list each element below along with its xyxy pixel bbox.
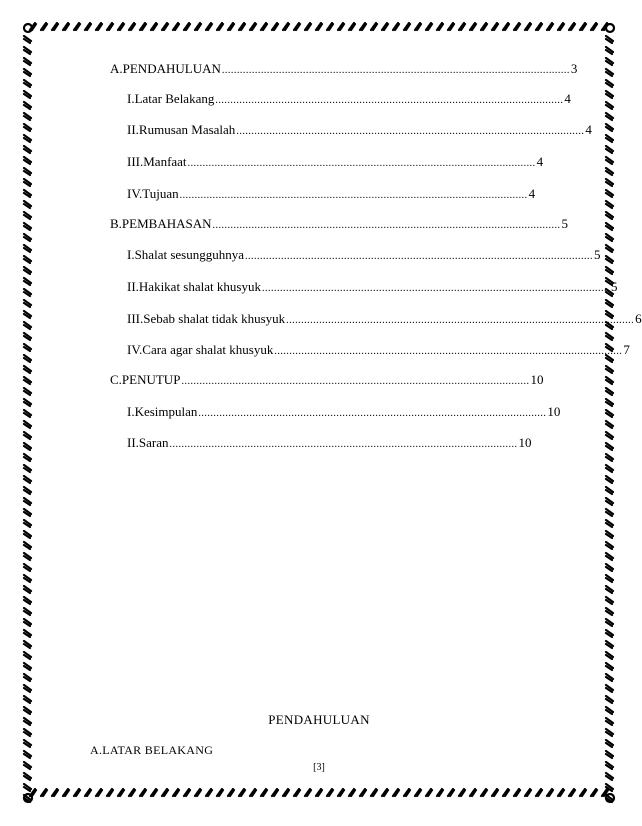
subsection-heading: A.LATAR BELAKANG — [90, 743, 214, 757]
toc-entry-page: 10 — [530, 372, 544, 387]
toc-entry-label: II.Hakikat shalat khusyuk — [127, 279, 261, 294]
toc-entry[interactable] — [127, 122, 592, 138]
toc-entry-label: II.Rumusan Masalah — [127, 122, 236, 137]
toc-entry-page: 4 — [585, 122, 592, 137]
toc-entry[interactable] — [127, 435, 532, 451]
toc-entry[interactable] — [110, 61, 578, 77]
toc-entry[interactable] — [127, 404, 561, 420]
toc-leader-dots: .................................................................................................................... — [181, 376, 530, 387]
toc-entry-label: IV.Cara agar shalat khusyuk — [127, 342, 274, 357]
toc-entry-page: 10 — [547, 404, 561, 419]
toc-entry[interactable] — [127, 247, 601, 263]
toc-entry-page: 5 — [561, 216, 568, 231]
toc-entry-label: A.PENDAHULUAN — [110, 61, 221, 76]
section-heading: PENDAHULUAN — [268, 712, 370, 727]
toc-entry-label: II.Saran — [127, 435, 169, 450]
toc-entry[interactable] — [110, 372, 544, 388]
toc-entry-page: 4 — [536, 154, 544, 169]
toc-entry-label: I.Latar Belakang — [127, 91, 215, 106]
toc-leader-dots: .................................................................................................................... — [169, 439, 518, 450]
toc-leader-dots: .................................................................................................................... — [236, 126, 585, 137]
toc-entry[interactable] — [127, 154, 544, 170]
toc-entry-label: C.PENUTUP — [110, 372, 181, 387]
toc-entry-page: 7 — [623, 342, 630, 357]
toc-leader-dots: .................................................................................................................... — [274, 346, 623, 357]
toc-entry[interactable] — [127, 91, 571, 107]
toc-leader-dots: .................................................................................................................... — [179, 190, 528, 201]
toc-entry-label: I.Shalat sesungguhnya — [127, 247, 244, 262]
page-number: [3] — [313, 762, 325, 773]
toc-entry[interactable] — [127, 311, 642, 327]
toc-entry-page: 5 — [610, 279, 618, 294]
toc-leader-dots: .................................................................................................................... — [261, 283, 610, 294]
toc-leader-dots: .................................................................................................................... — [244, 251, 593, 262]
toc-leader-dots: .................................................................................................................... — [215, 95, 564, 106]
toc-entry-page: 3 — [570, 61, 578, 76]
toc-entry-label: III.Sebab shalat tidak khusyuk — [127, 311, 286, 326]
toc-entry-label: IV.Tujuan — [127, 186, 179, 201]
toc-entry-page: 5 — [593, 247, 601, 262]
toc-entry-label: I.Kesimpulan — [127, 404, 198, 419]
toc-leader-dots: .................................................................................................................... — [221, 65, 570, 76]
toc-leader-dots: .................................................................................................................... — [212, 220, 561, 231]
toc-entry[interactable] — [110, 216, 568, 232]
toc-leader-dots: .................................................................................................................... — [286, 315, 635, 326]
toc-entry-page: 4 — [564, 91, 571, 106]
toc-entry-page: 10 — [518, 435, 532, 450]
toc-entry-label: III.Manfaat — [127, 154, 187, 169]
toc-entry-label: B.PEMBAHASAN — [110, 216, 212, 231]
toc-leader-dots: .................................................................................................................... — [187, 158, 536, 169]
toc-leader-dots: .................................................................................................................... — [198, 408, 547, 419]
toc-entry[interactable] — [127, 279, 618, 295]
toc-entry[interactable] — [127, 186, 536, 202]
toc-entry-page: 6 — [635, 311, 642, 326]
toc-entry-page: 4 — [528, 186, 536, 201]
toc-entry[interactable] — [127, 342, 630, 358]
